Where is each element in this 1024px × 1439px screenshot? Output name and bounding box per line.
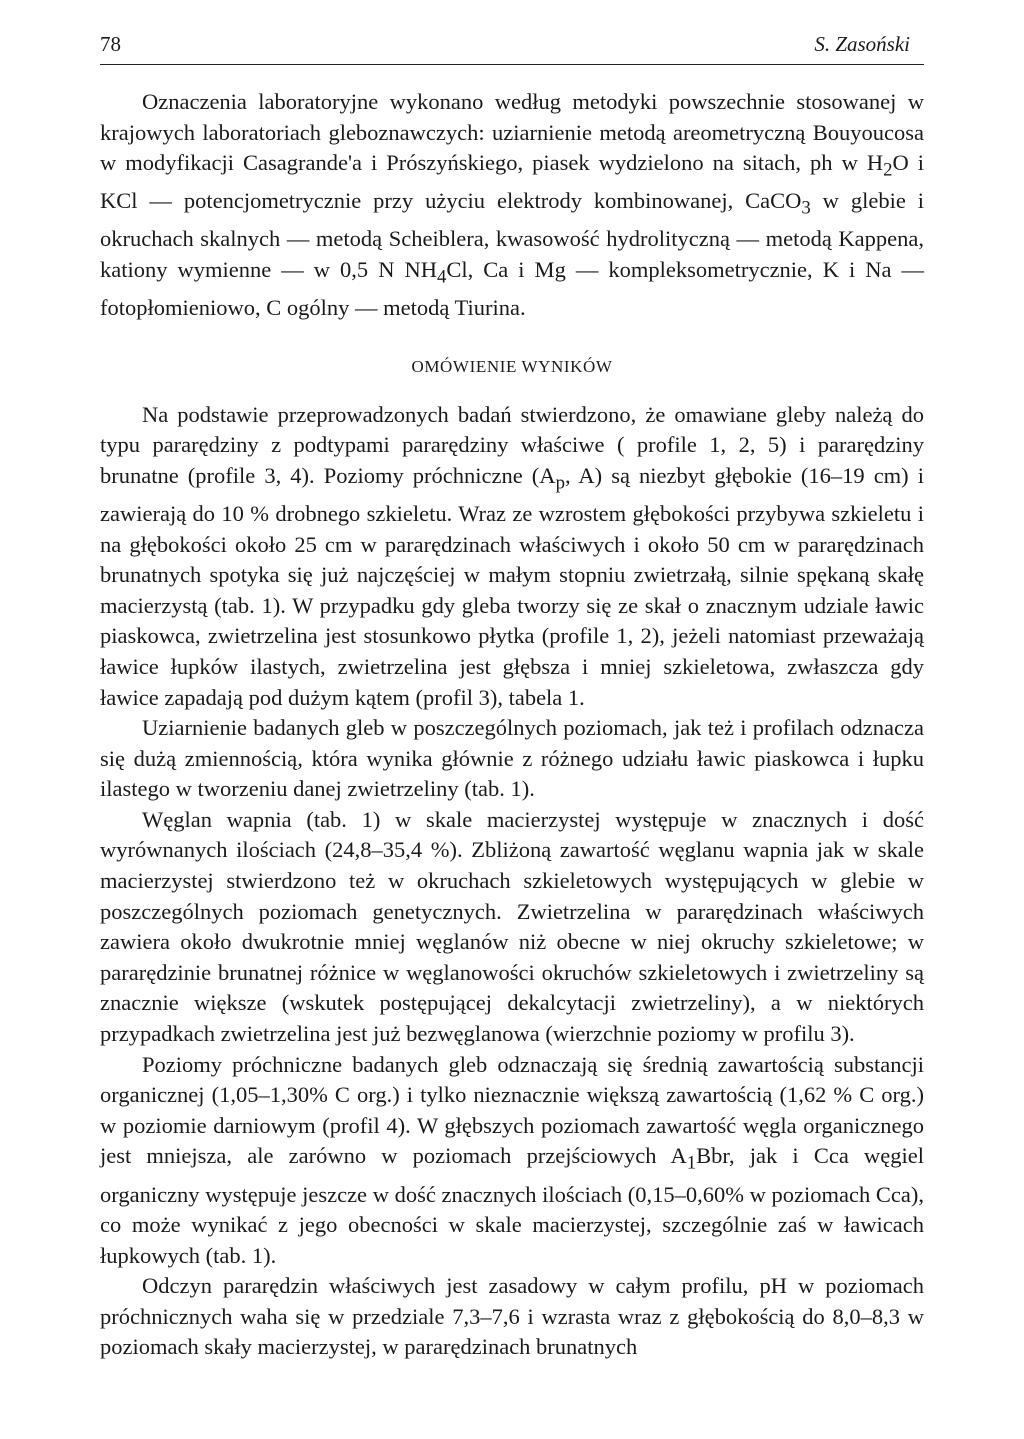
- results-paragraph-5: Odczyn pararędzin właściwych jest zasadowy w całym profilu, pH w poziomach próchnicznych waha się w przedziale 7,3–7,6 i wzrasta wraz z głębokością do 8,0–8,3 w poziomach skały macierzystej, w pararędzinach brunatnych: [100, 1273, 924, 1360]
- methods-paragraph: [100, 87, 924, 324]
- subscript: 4: [436, 266, 447, 288]
- section-heading: OMÓWIENIE WYNIKÓW: [411, 356, 613, 376]
- results-paragraph-4: [100, 1050, 924, 1272]
- header-rule: [100, 64, 924, 65]
- subscript: 3: [801, 197, 811, 219]
- results-paragraph-3: Węglan wapnia (tab. 1) w skale macierzystej występuje w znacznych i dość wyrównanych ilościach (24,8–35,4 %). Zbliżoną zawartość węglanu wapnia jak w skale macierzystej stwierdzono też w okruchach szkieletowych występujących w glebie w poszczególnych poziomach genetycznych. Zwietrzelina w pararędzinach właściwych zawiera około dwukrotnie mniej węglanów niż obecne w niej okruchy szkieletowe; w pararędzinie brunatnej różnice w węglanowości okruchów szkieletowych i zwietrzeliny są znacznie większe (wskutek postępującej dekalcytacji zwietrzeliny), a w niektórych przypadkach zwietrzelina jest już bezwęglanowa (wierzchnie poziomy w profilu 3).: [100, 806, 924, 1047]
- subscript: p: [555, 472, 565, 494]
- body-text: [100, 87, 924, 1363]
- results-text-1a: Na podstawie przeprowadzonych badań stwierdzono, że omawiane gleby należą do typu pararędziny z podtypami pararędziny właściwe ( profile 1, 2, 5) i pararędziny brunatne (profile 3, 4). Poziomy próchniczne (A: [100, 401, 924, 488]
- results-text-1b: , A) są niezbyt głębokie (16–19 cm) i zawierają do 10 % drobnego szkieletu. Wraz ze wzrostem głębokości przybywa szkieletu i na głębokości około 25 cm w pararędzinach właściwych i około 50 cm w pararędzinach brunatnych spotyka się już najczęściej w małym stopniu zwietrzałą, silnie spękaną skałę macierzystą (tab. 1). W przypadku gdy gleba tworzy się ze skał o znacznym udziale ławic piaskowca, zwietrzelina jest stosunkowo płytka (profile 1, 2), jeżeli natomiast przeważają ławice łupków ilastych, zwietrzelina jest głębsza i mniej szkieletowa, zwłaszcza gdy ławice zapadają pod dużym kątem (profil 3), tabela 1.: [100, 462, 924, 710]
- methods-text-1: Oznaczenia laboratoryjne wykonano według metodyki powszechnie stosowanej w krajowych laboratoriach gleboznawczych: uziarnienie metodą areometryczną Bouyoucosa w modyfikacji Casagrande'a i Prószyńskiego, piasek wydzielono na sitach, ph w H: [100, 89, 924, 176]
- subscript: 1: [686, 1152, 697, 1174]
- running-author: S. Zasoński: [814, 32, 910, 56]
- results-text-4b: Bbr, jak i Cca węgiel organiczny występuje jeszcze w dość znacznych ilościach (0,15–0,60% w poziomach Cca), co może wynikać z jego obecności w skale macierzystej, szczególnie zaś w ławicach łupkowych (tab. 1).: [100, 1143, 924, 1268]
- results-paragraph-1: [100, 400, 924, 713]
- methods-text-4: Cl, Ca i Mg — kompleksometrycznie, K i Na — fotopłomieniowo, C ogólny — metodą Tiurina.: [100, 256, 924, 321]
- book-page: [100, 30, 924, 1363]
- methods-text-3: w glebie i okruchach skalnych — metodą Scheiblera, kwasowość hydrolityczną — metodą Kappena, kationy wymienne — w 0,5 N NH: [100, 188, 924, 282]
- results-text-4a: Poziomy próchniczne badanych gleb odznaczają się średnią zawartością substancji organicznej (1,05–1,30% C org.) i tylko nieznacznie większą zawartością (1,62 % C org.) w poziomie darniowym (profil 4). W głębszych poziomach zawartość węgla organicznego jest mniejsza, ale zarówno w poziomach przejściowych A: [100, 1051, 924, 1169]
- methods-text-2: O i KCl — potencjometrycznie przy użyciu elektrody kombinowanej, CaCO: [100, 150, 924, 214]
- running-header: [100, 30, 924, 58]
- page-number: 78: [100, 32, 121, 56]
- results-paragraph-2: Uziarnienie badanych gleb w poszczególnych poziomach, jak też i profilach odznacza się dużą zmiennością, która wynika głównie z różnego udziału ławic piaskowca i łupku ilastego w tworzeniu danej zwietrzeliny (tab. 1).: [100, 715, 924, 802]
- subscript: 2: [883, 159, 893, 181]
